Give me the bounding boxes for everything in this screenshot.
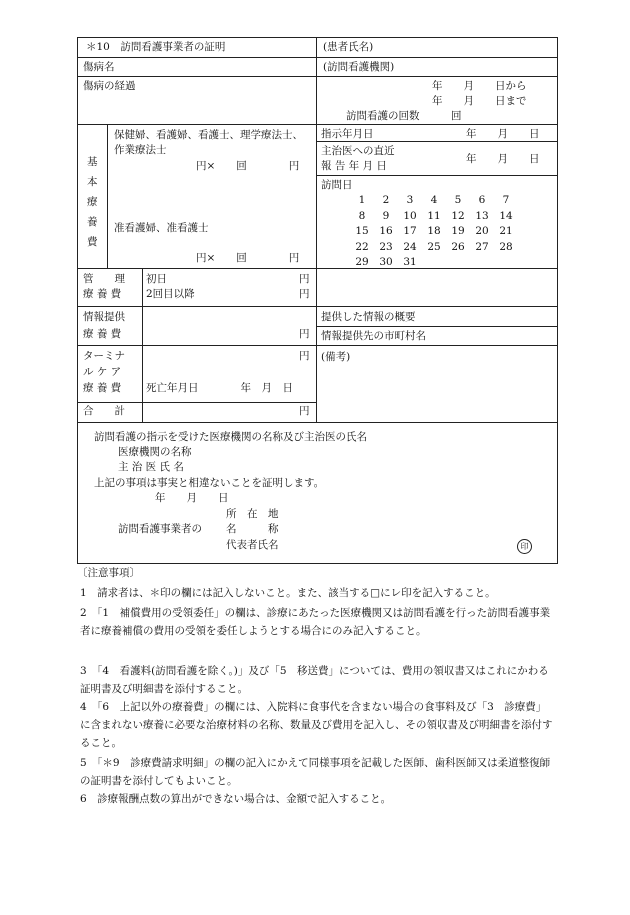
calendar-day: 28 xyxy=(499,240,513,253)
basic-fee-char: 養 xyxy=(87,216,98,228)
visit-calendar xyxy=(350,193,518,271)
info-recipient: 情報提供先の市町村名 xyxy=(321,330,426,342)
date-from: 年 月 日から xyxy=(432,80,527,92)
calendar-day: 22 xyxy=(355,240,369,253)
instruction-date-label: 指示年月日 xyxy=(321,128,374,140)
instruction-date-value: 年 月 日 xyxy=(466,128,540,140)
cert-line-4: 上記の事項は事実と相違ないことを証明します。 xyxy=(94,477,325,489)
calendar-day: 13 xyxy=(475,209,489,222)
calendar-day: 15 xyxy=(355,225,369,237)
basic-fee-char: 基 xyxy=(87,156,98,168)
patient-name-label: (患者氏名) xyxy=(323,41,374,53)
calendar-day: 18 xyxy=(427,225,441,237)
terminal-label-2: ル ケ ア xyxy=(83,366,122,378)
notes-header: 〔注意事項〕 xyxy=(77,567,140,579)
divider xyxy=(78,422,316,423)
form-title: ＊10 訪問看護事業者の証明 xyxy=(86,41,226,53)
mgmt-first-day: 初日 xyxy=(146,273,167,285)
cert-line-2: 医療機関の名称 xyxy=(118,446,192,458)
info-summary: 提供した情報の概要 xyxy=(321,311,416,323)
calendar-day: 4 xyxy=(430,194,438,206)
injury-course-label: 傷病の経過 xyxy=(83,80,136,92)
calendar-day: 6 xyxy=(478,194,486,206)
divider xyxy=(316,175,557,176)
calendar-day: 25 xyxy=(427,240,441,253)
injury-name-label: 傷病名 xyxy=(83,61,115,73)
terminal-label: ターミナ xyxy=(83,350,125,362)
cert-rep: 代表者氏名 xyxy=(226,539,279,551)
calendar-week xyxy=(350,255,518,271)
calendar-day: 21 xyxy=(499,225,513,237)
calendar-day: 23 xyxy=(379,240,393,253)
cert-line-3: 主 治 医 氏 名 xyxy=(118,461,184,473)
info-label-2: 療 養 費 xyxy=(83,328,122,340)
cert-provider: 訪問看護事業者の xyxy=(118,523,202,535)
divider xyxy=(78,57,557,58)
note-item: 1 請求者は、＊印の欄には記入しないこと。また、該当する□にレ印を記入すること。 xyxy=(80,587,496,599)
visit-agency-label: (訪問看護機関) xyxy=(323,61,395,73)
nurse-types-1b: 作業療法士 xyxy=(114,144,167,156)
date-to: 年 月 日まで xyxy=(432,95,527,107)
yen-unit: 円 xyxy=(299,405,310,417)
calendar-day: 29 xyxy=(355,256,369,268)
total-label: 合 計 xyxy=(83,405,125,417)
calendar-day: 11 xyxy=(427,209,441,222)
calendar-day: 10 xyxy=(403,209,417,222)
remarks-label: (備考) xyxy=(321,351,351,363)
calendar-day: 24 xyxy=(403,240,417,253)
mgmt-second-day: 2回目以降 xyxy=(146,288,195,300)
basic-fee-label xyxy=(87,152,98,252)
calendar-week xyxy=(350,240,518,256)
calendar-day: 14 xyxy=(499,209,513,222)
calendar-week xyxy=(350,209,518,225)
doctor-report-label-2: 報 告 年 月 日 xyxy=(321,160,387,172)
divider xyxy=(316,141,557,142)
basic-fee-char: 療 xyxy=(87,196,98,208)
calendar-day: 8 xyxy=(358,209,366,222)
rate-line-2: 円× 回 円 xyxy=(196,252,300,264)
divider xyxy=(78,345,557,346)
note-item: 6 診療報酬点数の算出ができない場合は、金額で記入すること。 xyxy=(80,793,392,805)
rate-line-1: 円× 回 円 xyxy=(196,160,300,172)
info-label: 情報提供 xyxy=(83,311,125,323)
cert-line-1: 訪問看護の指示を受けた医療機関の名称及び主治医の氏名 xyxy=(94,431,367,443)
basic-fee-char: 本 xyxy=(87,176,98,188)
divider xyxy=(78,124,557,125)
calendar-week xyxy=(350,224,518,240)
terminal-label-3: 療 養 費 xyxy=(83,382,122,394)
seal-mark: 印 xyxy=(517,539,532,554)
yen-unit: 円 xyxy=(299,288,310,300)
yen-unit: 円 xyxy=(299,328,310,340)
calendar-day: 9 xyxy=(382,209,390,222)
yen-unit: 円 xyxy=(299,350,310,362)
divider xyxy=(316,37,317,422)
divider xyxy=(78,306,557,307)
nurse-types-1: 保健婦、看護婦、看護士、理学療法士、 xyxy=(114,129,303,141)
calendar-day: 31 xyxy=(403,256,417,268)
yen-unit: 円 xyxy=(299,273,310,285)
calendar-day: 19 xyxy=(451,225,465,237)
cert-date: 年 月 日 xyxy=(155,492,229,504)
visit-days-label: 訪問日 xyxy=(321,179,353,191)
mgmt-label: 管 理 xyxy=(83,273,125,285)
calendar-day: 5 xyxy=(454,194,462,206)
calendar-week xyxy=(350,193,518,209)
visit-count: 訪問看護の回数 回 xyxy=(346,110,462,122)
divider xyxy=(316,326,557,327)
basic-fee-char: 費 xyxy=(87,236,98,248)
note-item: 5 「＊9 診療費請求明細」の欄の記入にかえて同様事項を記載した医師、歯科医師又は柔道整復師の証明書を添付してもよいこと。 xyxy=(80,757,551,787)
note-item: 3 「4 看護料(訪問看護を除く。)」及び「5 移送費」については、費用の領収書又はこれにかわる証明書及び明細書を添付すること。 xyxy=(80,665,549,695)
divider xyxy=(78,76,557,77)
note-item: 2 「1 補償費用の受領委任」の欄は、診療にあたった医療機関又は訪問看護を行った訪問看護事業者に療養補償の費用の受領を委任しようとする場合にのみ記入すること。 xyxy=(80,607,551,637)
calendar-day: 26 xyxy=(451,240,465,253)
divider xyxy=(107,124,108,268)
doctor-report-label: 主治医への直近 xyxy=(321,145,395,157)
doctor-report-value: 年 月 日 xyxy=(466,153,540,165)
nurse-types-2: 准看護婦、准看護士 xyxy=(114,222,209,234)
cert-name: 名 称 xyxy=(226,523,279,535)
note-item: 4 「6 上記以外の療養費」の欄には、入院料に食事代を含まない場合の食事料及び「3 診療費」に含まれない療養に必要な治療材料の名称、数量及び費用を記入し、その領収書及び明細書を添付すること。 xyxy=(80,701,553,749)
calendar-day: 7 xyxy=(502,194,510,206)
calendar-day: 3 xyxy=(406,194,414,206)
cert-location: 所 在 地 xyxy=(226,508,279,520)
calendar-day: 12 xyxy=(451,209,465,222)
death-date: 死亡年月日 年 月 日 xyxy=(146,382,293,394)
calendar-day: 30 xyxy=(379,256,393,268)
calendar-day: 20 xyxy=(475,225,489,237)
calendar-day: 17 xyxy=(403,225,417,237)
calendar-day: 2 xyxy=(382,194,390,206)
divider xyxy=(78,402,316,403)
calendar-day: 1 xyxy=(358,194,366,206)
divider xyxy=(316,422,557,423)
calendar-day: 16 xyxy=(379,225,393,237)
mgmt-label-2: 療 養 費 xyxy=(83,288,122,300)
calendar-day: 27 xyxy=(475,240,489,253)
